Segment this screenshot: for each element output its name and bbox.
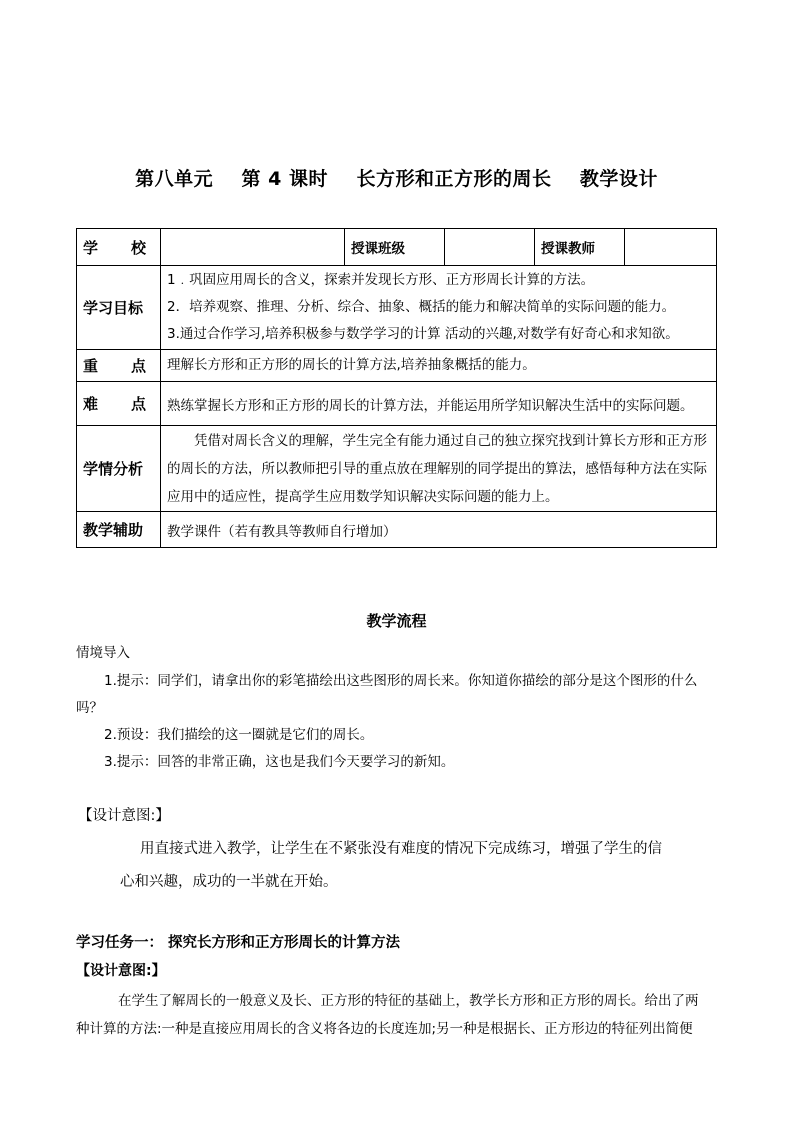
header-row — [77, 229, 717, 266]
goal-item-2: 2．培养观察、推理、分析、综合、抽象、概括的能力和解决简单的实际问题的能力。 — [167, 299, 676, 315]
design-intent-1-line-2: 心和兴趣，成功的一半就在开始。 — [120, 874, 338, 890]
analysis-text: 凭借对周长含义的理解，学生完全有能力通过自己的独立探究找到计算长方形和正方形的周长的方法，所以教师把引导的重点放在理解别的同学提出的算法，感悟每种方法在实际应用中的适应性，提高学生应用数学知识解决实际问题的能力上。 — [161, 426, 717, 512]
goals-label: 学习目标 — [77, 266, 161, 350]
design-intent-1-line-1: 用直接式进入教学，让学生在不紧张没有难度的情况下完成练习，增强了学生的信 — [140, 841, 662, 857]
class-label: 授课班级 — [345, 229, 445, 266]
teacher-value[interactable] — [625, 229, 717, 266]
goals-row — [77, 266, 717, 350]
key-label — [83, 355, 154, 376]
intro-item-1-line-2: 吗？ — [76, 700, 103, 716]
design-intent-2-label: 【设计意图:】 — [76, 963, 166, 979]
goal-item-3: 3.通过合作学习,培养积极参与数学学习的计算 活动的兴趣,对数学有好奇心和求知欲。 — [167, 326, 679, 342]
class-value[interactable] — [445, 229, 535, 266]
key-label-cell — [77, 350, 161, 382]
key-label-char-1: 重 — [83, 357, 99, 375]
school-label-char-1: 学 — [83, 238, 99, 257]
key-label-char-2: 点 — [130, 357, 146, 375]
school-label — [83, 237, 154, 258]
difficulty-label-char-2: 点 — [130, 395, 146, 413]
design-intent-2-line-2: 种计算的方法:一种是直接应用周长的含义将各边的长度连加;另一种是根据长、正方形边的特征列出简便 — [76, 1021, 693, 1037]
intro-item-2: 2.预设：我们描绘的这一圈就是它们的周长。 — [104, 727, 374, 743]
aids-label: 教学辅助 — [77, 512, 161, 548]
teaching-flow-title: 教学流程 — [366, 612, 427, 630]
school-label-char-2: 校 — [130, 238, 146, 257]
intro-item-3: 3.提示：回答的非常正确，这也是我们今天要学习的新知。 — [104, 754, 455, 770]
key-row — [77, 350, 717, 382]
intro-heading: 情境导入 — [76, 645, 130, 661]
goals-cell — [161, 266, 717, 350]
intro-item-1-line-1: 1.提示：同学们，请拿出你的彩笔描绘出这些图形的周长来。你知道你描绘的部分是这个图形的什么 — [104, 673, 698, 689]
school-value[interactable] — [161, 229, 345, 266]
aids-row — [77, 512, 717, 548]
design-intent-1-label: 【设计意图:】 — [78, 808, 170, 824]
difficulty-label — [83, 393, 154, 414]
aids-text: 教学课件（若有教具等教师自行增加） — [161, 512, 717, 548]
task-1-heading: 学习任务一： 探究长方形和正方形周长的计算方法 — [76, 935, 401, 951]
analysis-row — [77, 426, 717, 512]
document-title: 第八单元 第 4 课时 长方形和正方形的周长 教学设计 — [135, 168, 658, 190]
difficulty-label-char-1: 难 — [83, 395, 99, 413]
key-text: 理解长方形和正方形的周长的计算方法,培养抽象概括的能力。 — [161, 350, 717, 382]
difficulty-label-cell — [77, 382, 161, 426]
goal-item-1: 1﹒巩固应用周长的含义，探索并发现长方形、正方形周长计算的方法。 — [167, 272, 595, 288]
school-label-cell — [77, 229, 161, 266]
analysis-label: 学情分析 — [77, 426, 161, 512]
design-intent-2-line-1: 在学生了解周长的一般意义及长、正方形的特征的基础上，教学长方形和正方形的周长。给出了两 — [118, 993, 699, 1009]
lesson-info-table — [76, 228, 717, 548]
difficulty-text: 熟练掌握长方形和正方形的周长的计算方法，并能运用所学知识解决生活中的实际问题。 — [161, 382, 717, 426]
difficulty-row — [77, 382, 717, 426]
teacher-label: 授课教师 — [535, 229, 625, 266]
